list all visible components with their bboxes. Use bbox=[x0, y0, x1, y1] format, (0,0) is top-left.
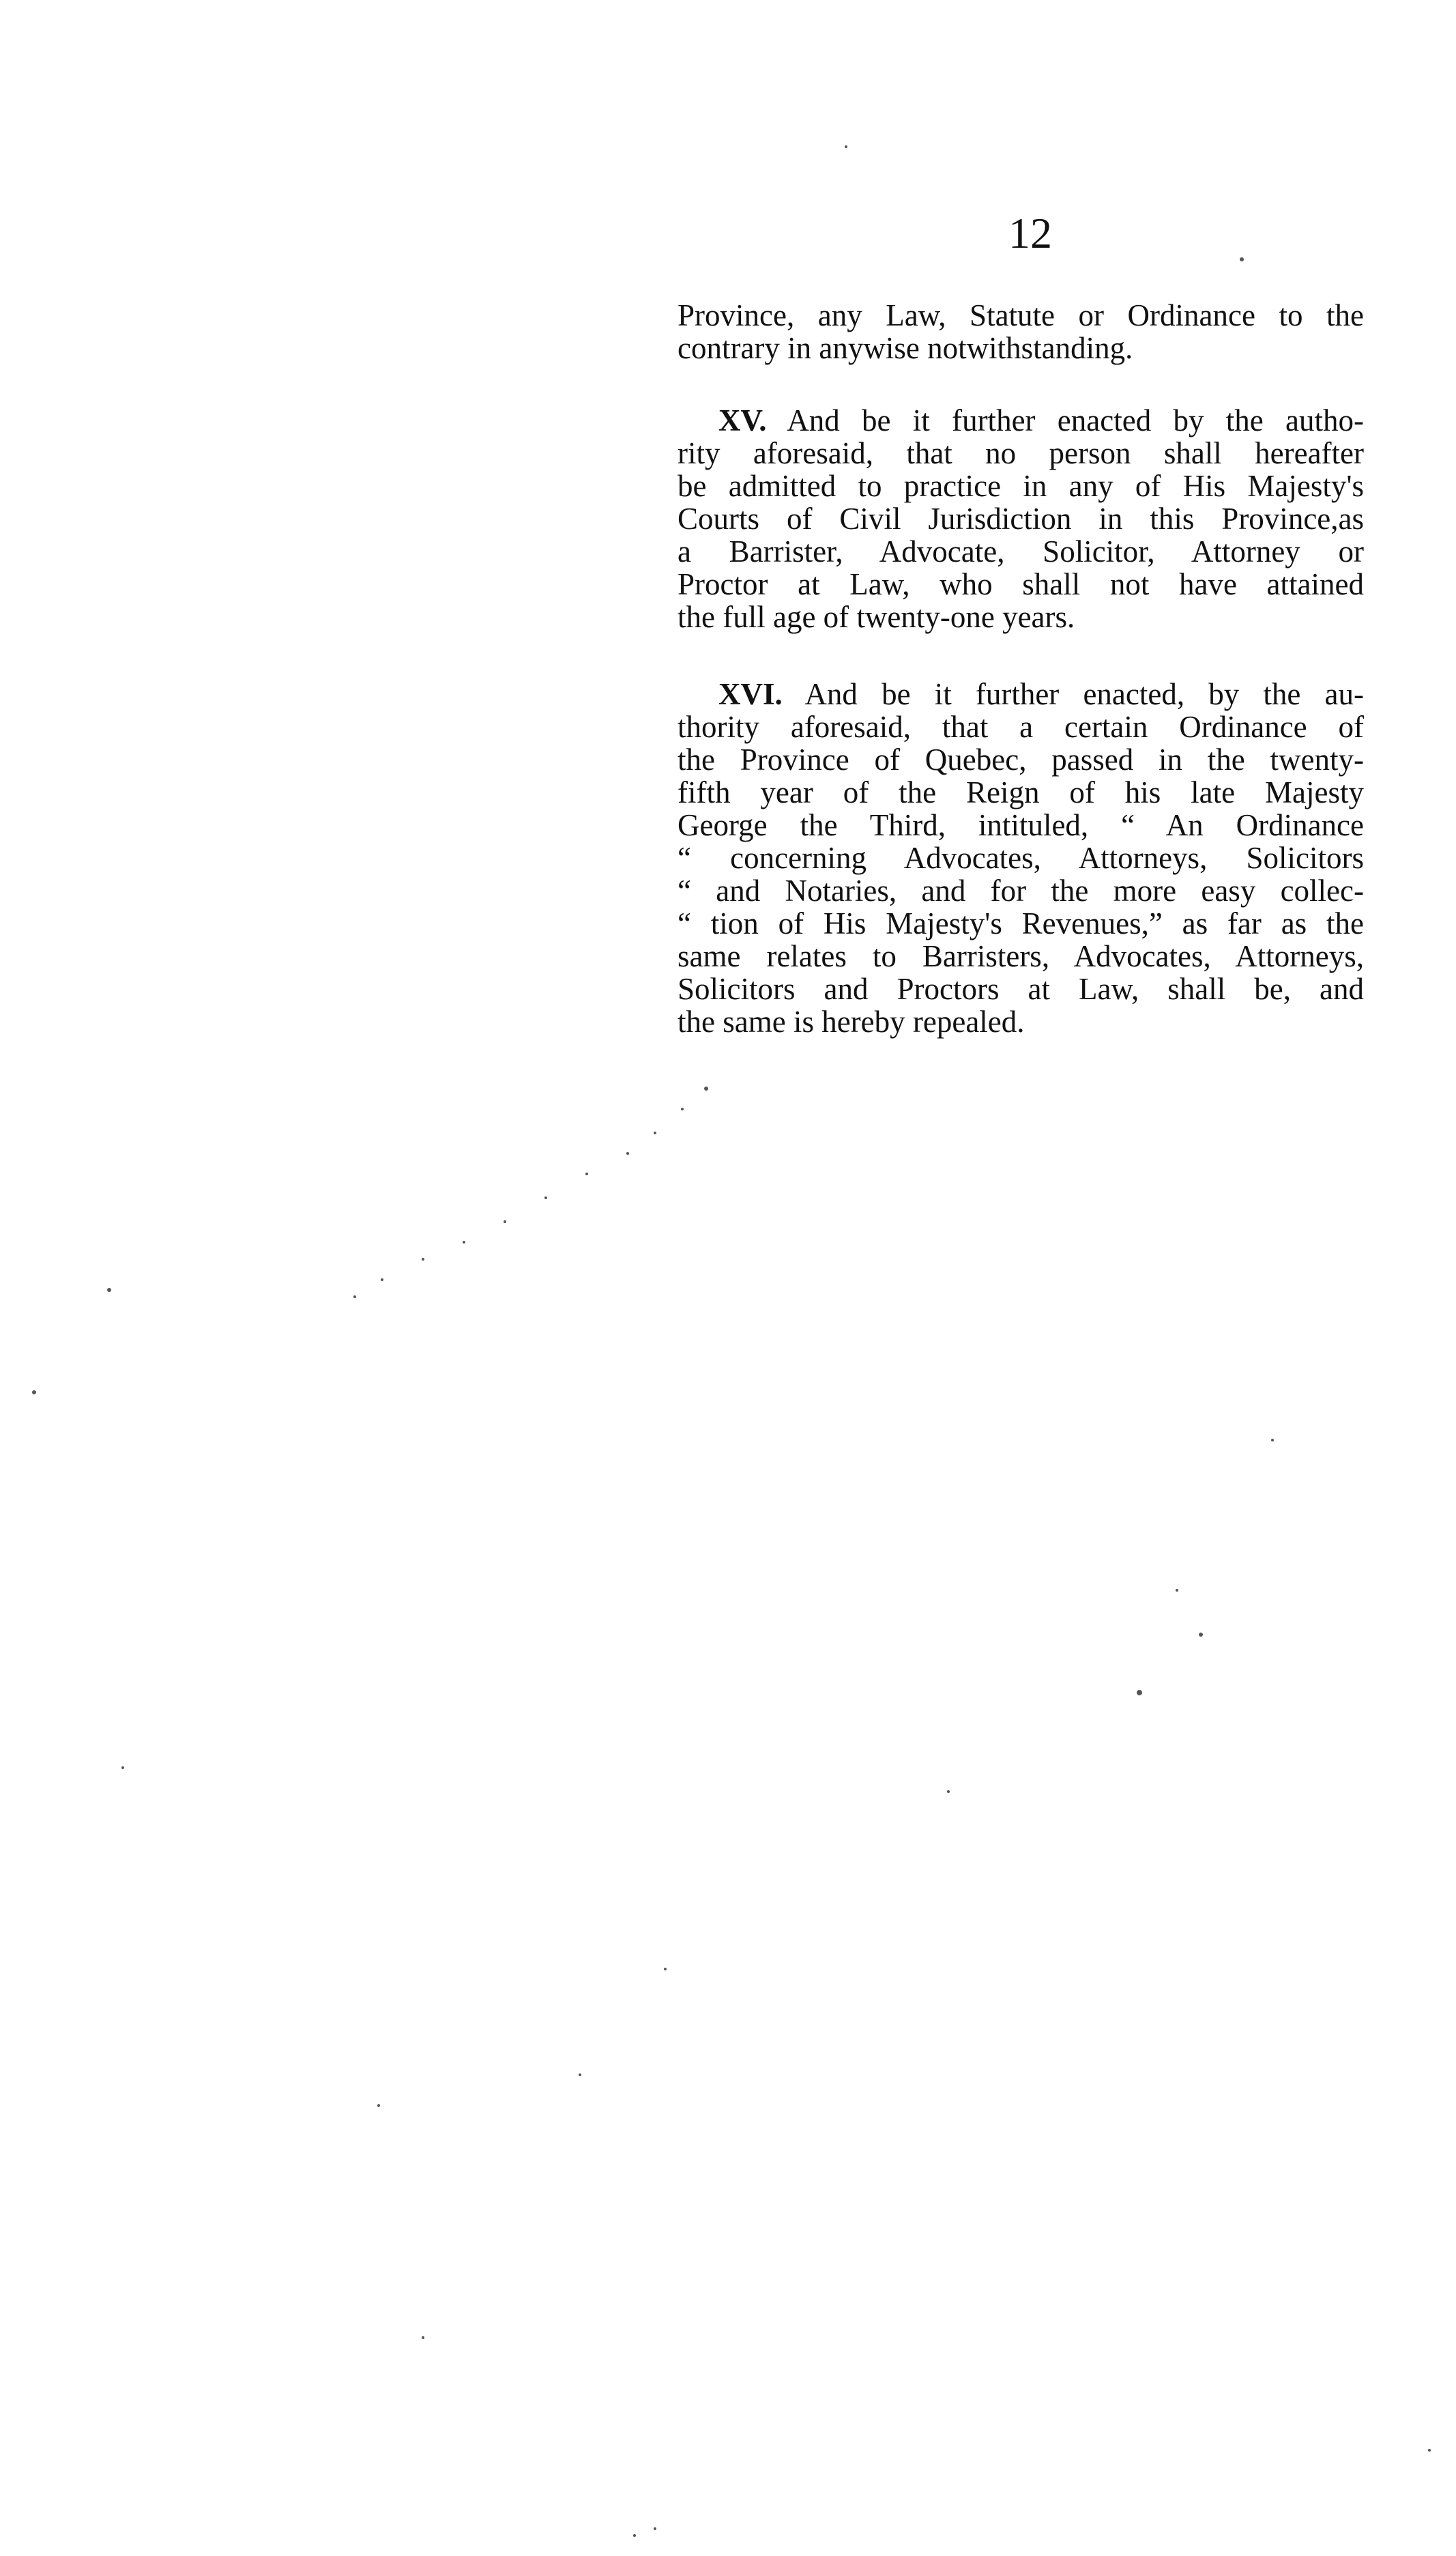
speck bbox=[626, 1152, 629, 1155]
speck bbox=[504, 1220, 506, 1223]
section-xvi bbox=[678, 678, 1364, 1038]
speck bbox=[579, 2073, 581, 2076]
speck bbox=[107, 1288, 111, 1292]
page-number: 12 bbox=[1008, 209, 1052, 257]
text-line: George the Third, intituled, “ An Ordinance bbox=[678, 808, 1364, 842]
text-line: contrary in anywise notwithstanding. bbox=[678, 331, 1133, 365]
speck bbox=[381, 1278, 383, 1281]
speck bbox=[121, 1766, 124, 1769]
speck bbox=[704, 1087, 708, 1091]
text-line: rity aforesaid, that no person shall hereafter bbox=[678, 436, 1364, 470]
text-line: thority aforesaid, that a certain Ordinance of bbox=[678, 710, 1364, 744]
text-line: “ and Notaries, and for the more easy collec- bbox=[678, 874, 1364, 908]
section-number: XV. bbox=[718, 403, 767, 437]
section-number: XVI. bbox=[718, 677, 783, 711]
speck bbox=[1199, 1633, 1203, 1637]
text-line: “ concerning Advocates, Attorneys, Solicitors bbox=[678, 841, 1364, 875]
speck bbox=[1240, 257, 1244, 261]
speck bbox=[947, 1790, 950, 1793]
text-line: And be it further enacted by the autho- bbox=[787, 403, 1364, 437]
text-line: a Barrister, Advocate, Solicitor, Attorney or bbox=[678, 534, 1364, 569]
text-line: “ tion of His Majesty's Revenues,” as far as the bbox=[678, 906, 1364, 940]
text-line: the full age of twenty-one years. bbox=[678, 600, 1075, 634]
section-first-line bbox=[678, 678, 1364, 710]
speck bbox=[1428, 2449, 1431, 2452]
speck bbox=[422, 2336, 424, 2339]
speck bbox=[664, 1968, 667, 1970]
section-first-line bbox=[678, 404, 1364, 437]
text-line: be admitted to practice in any of His Majesty's bbox=[678, 469, 1364, 503]
speck bbox=[1271, 1439, 1274, 1441]
text-line: And be it further enacted, by the au- bbox=[804, 677, 1364, 711]
speck bbox=[1137, 1690, 1142, 1695]
speck bbox=[654, 2527, 656, 2530]
speck bbox=[654, 1132, 656, 1134]
speck bbox=[377, 2104, 380, 2107]
text-line: Courts of Civil Jurisdiction in this Province,as bbox=[678, 502, 1364, 536]
text-line: the same is hereby repealed. bbox=[678, 1005, 1025, 1039]
speck bbox=[353, 1295, 356, 1298]
speck bbox=[463, 1241, 465, 1244]
speck bbox=[633, 2534, 636, 2537]
text-line: the Province of Quebec, passed in the twenty- bbox=[678, 743, 1364, 777]
section-xv bbox=[678, 404, 1364, 633]
speck bbox=[845, 145, 847, 148]
text-line: Solicitors and Proctors at Law, shall be, and bbox=[678, 972, 1364, 1006]
paragraph-continuation bbox=[678, 299, 1364, 364]
text-line: Proctor at Law, who shall not have attained bbox=[678, 567, 1364, 601]
speck bbox=[422, 1258, 424, 1261]
speck bbox=[681, 1108, 684, 1110]
speck bbox=[544, 1196, 547, 1199]
speck bbox=[32, 1390, 36, 1394]
text-line: fifth year of the Reign of his late Majesty bbox=[678, 775, 1364, 809]
speck bbox=[585, 1173, 588, 1175]
text-line: same relates to Barristers, Advocates, Attorneys, bbox=[678, 939, 1364, 973]
text-line: Province, any Law, Statute or Ordinance to the bbox=[678, 298, 1364, 332]
speck bbox=[1176, 1589, 1178, 1592]
